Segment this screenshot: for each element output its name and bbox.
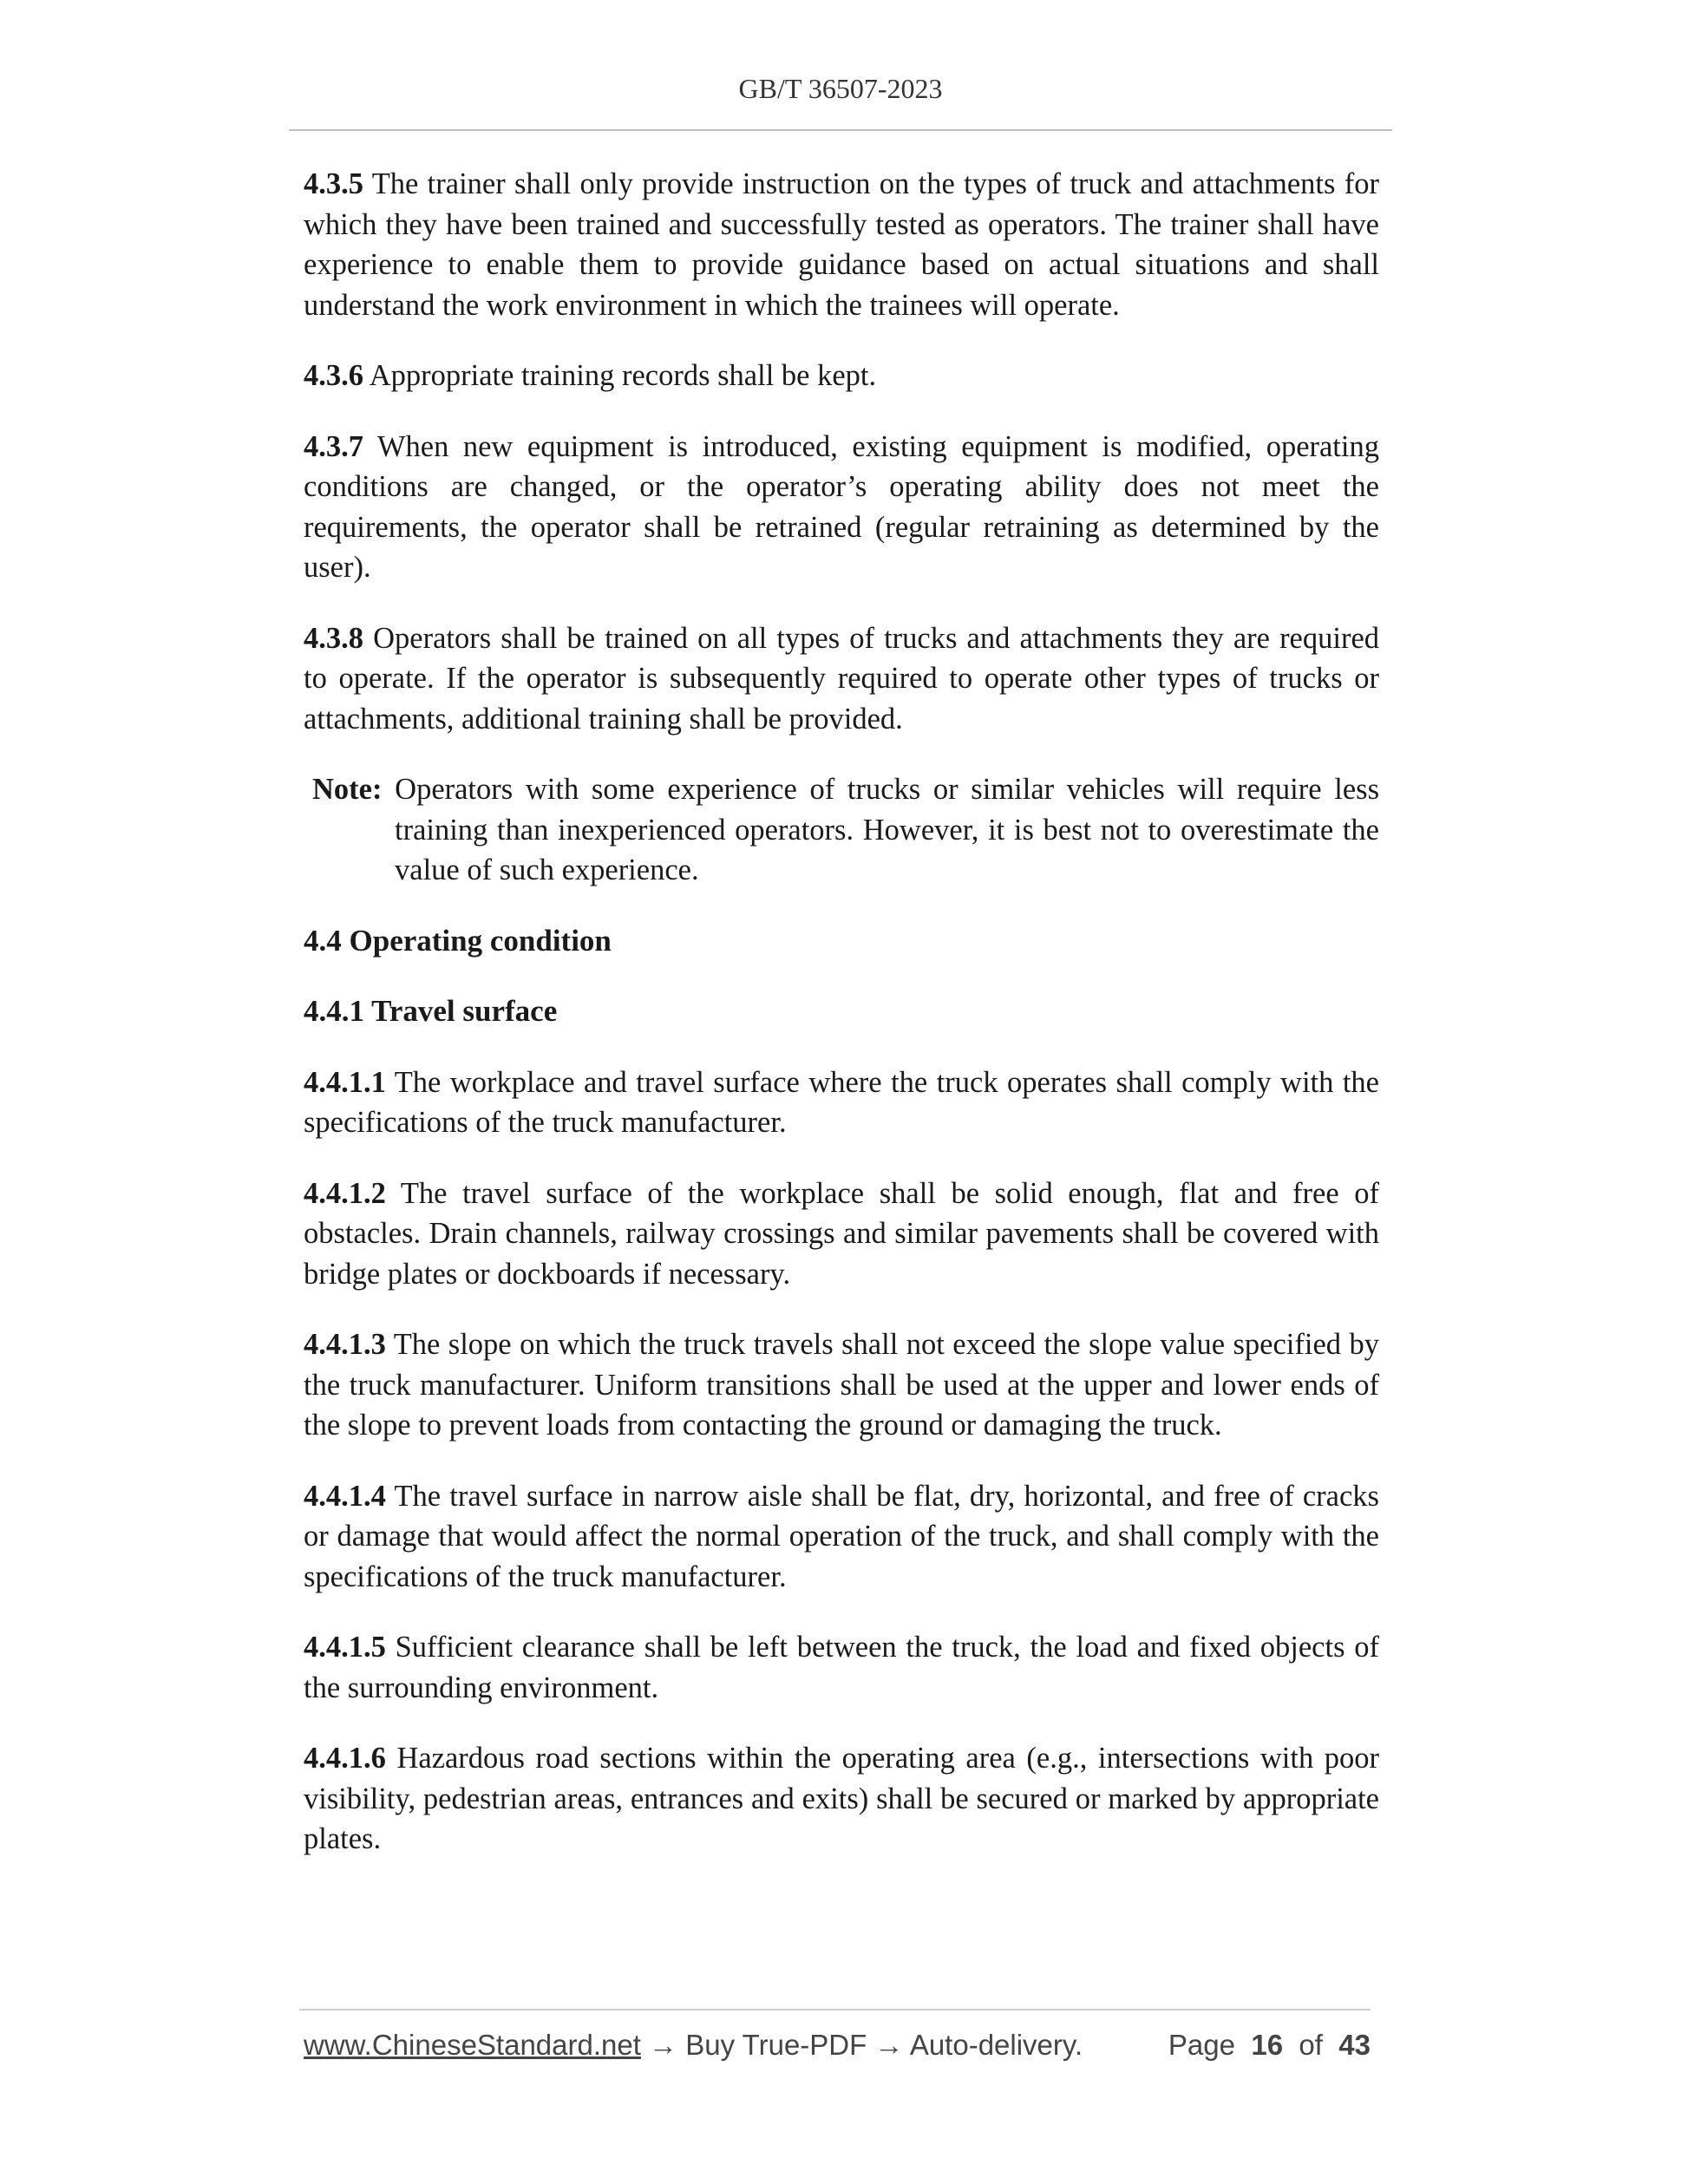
clause-number: 4.4.1.4 <box>304 1479 386 1513</box>
clause-4-4-1-4 <box>304 1476 1379 1598</box>
website-link[interactable]: www.ChineseStandard.net <box>304 2029 641 2061</box>
clause-4-4-1-1 <box>304 1063 1379 1143</box>
clause-text: The workplace and travel surface where the truck operates shall comply with the specifications of the truck manufacturer. <box>304 1065 1379 1139</box>
clause-text: Sufficient clearance shall be left between the truck, the load and fixed objects of the surrounding environment. <box>304 1631 1379 1704</box>
clause-number: 4.3.5 <box>304 167 363 200</box>
clause-text: Appropriate training records shall be kept. <box>369 359 877 392</box>
page-number: 16 <box>1251 2029 1284 2061</box>
clause-text: The travel surface of the workplace shall be solid enough, flat and free of obstacles. Drain channels, railway crossings and similar pavements shall be covered with bridge plates or dockboards if necessary. <box>304 1176 1379 1291</box>
clause-4-4-1-5 <box>304 1627 1379 1708</box>
clause-number: 4.3.8 <box>304 621 363 655</box>
clause-4-4-1-6 <box>304 1738 1379 1860</box>
clause-4-3-8 <box>304 618 1379 740</box>
page-indicator <box>1168 2029 1371 2062</box>
clause-number: 4.4.1.1 <box>304 1065 386 1099</box>
footer-divider <box>299 2009 1371 2011</box>
clause-number: 4.4.1.6 <box>304 1742 386 1775</box>
clause-text: The trainer shall only provide instruction on the types of truck and attachments for which they have been trained and successfully tested as operators. The trainer shall have experience to enable them to provide guidance based on actual situations and shall understand the work environment in which the trainees will operate. <box>304 167 1379 322</box>
clause-number: 4.4.1.2 <box>304 1176 386 1210</box>
note-block <box>304 769 1379 891</box>
page-label: Page <box>1168 2029 1235 2061</box>
clause-number: 4.4.1.5 <box>304 1631 386 1664</box>
section-heading-4-4-1: 4.4.1 Travel surface <box>304 994 558 1028</box>
page-total: 43 <box>1338 2029 1371 2061</box>
note-text: Operators with some experience of trucks or similar vehicles will require less training than inexperienced operators. However, it is best not to overestimate the value of such experience. <box>395 773 1380 886</box>
note-label: Note: <box>312 773 383 806</box>
clause-text: Operators shall be trained on all types of trucks and attachments they are required to operate. If the operator is subsequently required to operate other types of trucks or attachments, additional training shall be provided. <box>304 621 1380 736</box>
clause-4-4-1-2 <box>304 1174 1379 1295</box>
clause-text: Hazardous road sections within the operating area (e.g., intersections with poor visibility, pedestrian areas, entrances and exits) shall be secured or marked by appropriate plates. <box>304 1742 1380 1855</box>
clause-number: 4.4.1.3 <box>304 1328 386 1361</box>
clause-number: 4.3.6 <box>304 359 363 392</box>
clause-text: When new equipment is introduced, existing equipment is modified, operating conditions are changed, or the operator’s operating ability does not meet the requirements, the operator shall be retrained (regular retraining as determined by the user). <box>304 429 1379 584</box>
clause-4-3-5 <box>304 164 1379 325</box>
clause-text: The slope on which the truck travels shall not exceed the slope value specified by the truck manufacturer. Uniform transitions shall be used at the upper and lower ends of the slope to prevent loads from contacting the ground or damaging the truck. <box>304 1328 1379 1442</box>
promo-text: → Buy True-PDF → Auto-delivery. <box>640 2029 1083 2061</box>
clause-4-3-7 <box>304 427 1379 588</box>
page-content <box>304 164 1379 1890</box>
section-heading-4-4: 4.4 Operating condition <box>304 923 612 958</box>
clause-4-4-1-3 <box>304 1324 1379 1446</box>
of-label: of <box>1299 2029 1323 2061</box>
document-id-header: GB/T 36507-2023 <box>738 73 943 104</box>
header-divider <box>289 129 1392 131</box>
page-footer <box>304 2029 1371 2062</box>
clause-number: 4.3.7 <box>304 429 363 463</box>
clause-text: The travel surface in narrow aisle shall be flat, dry, horizontal, and free of cracks or damage that would affect the normal operation of the truck, and shall comply with the specifications of the truck manufacturer. <box>304 1479 1379 1593</box>
clause-4-3-6 <box>304 356 1379 396</box>
